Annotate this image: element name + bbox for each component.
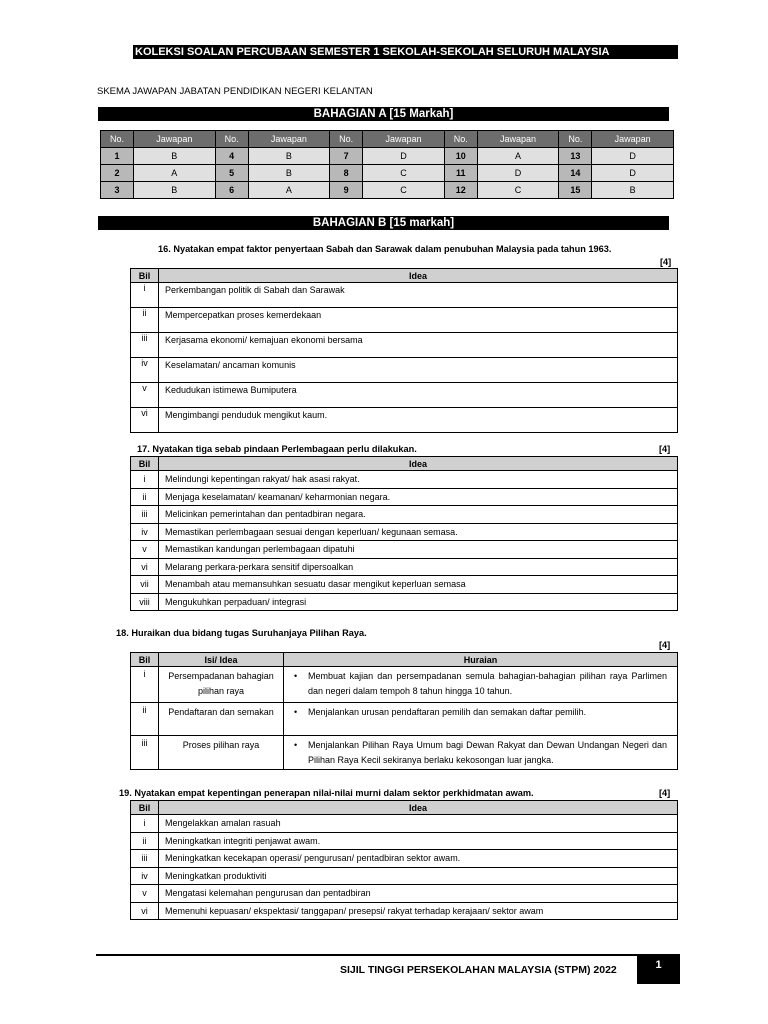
answer-letter: D bbox=[363, 148, 445, 165]
table-row bbox=[131, 358, 678, 383]
question-number: 3 bbox=[101, 182, 134, 199]
table-row bbox=[131, 667, 678, 703]
row-number: i bbox=[131, 283, 159, 308]
question-18-table bbox=[130, 652, 678, 770]
answer-row bbox=[101, 165, 674, 182]
question-number: 4 bbox=[215, 148, 248, 165]
bullet-item bbox=[294, 669, 667, 699]
footer-divider bbox=[96, 954, 638, 956]
bullet-item bbox=[294, 738, 667, 768]
row-idea: Kerjasama ekonomi/ kemajuan ekonomi bersama bbox=[159, 333, 678, 358]
table-row bbox=[131, 815, 678, 833]
question-number: 5 bbox=[215, 165, 248, 182]
row-idea: Mempercepatkan proses kemerdekaan bbox=[159, 308, 678, 333]
row-idea: Meningkatkan produktiviti bbox=[159, 867, 678, 885]
row-idea: Menambah atau memansuhkan sesuatu dasar mengikut keperluan semasa bbox=[159, 576, 678, 594]
col-no: No. bbox=[215, 131, 248, 148]
answer-letter: C bbox=[477, 182, 559, 199]
row-number: v bbox=[131, 383, 159, 408]
page-number: 1 bbox=[637, 954, 680, 984]
row-idea: Perkembangan politik di Sabah dan Sarawak bbox=[159, 283, 678, 308]
row-idea: Melarang perkara-perkara sensitif dipersoalkan bbox=[159, 558, 678, 576]
question-17-table bbox=[130, 456, 678, 611]
bullet-item bbox=[294, 705, 667, 720]
answer-letter: C bbox=[363, 165, 445, 182]
huraian-text: Menjalankan Pilihan Raya Umum bagi Dewan Rakyat dan Dewan Undangan Negeri dan Pilihan Raya Kecil sekiranya berlaku kekosongan luar jangka. bbox=[308, 740, 667, 765]
row-idea: Kedudukan istimewa Bumiputera bbox=[159, 383, 678, 408]
row-number: vi bbox=[131, 408, 159, 433]
col-bil: Bil bbox=[131, 801, 159, 815]
table-row bbox=[131, 576, 678, 594]
answer-letter: D bbox=[592, 165, 674, 182]
question-number: 2 bbox=[101, 165, 134, 182]
row-idea: Mengatasi kelemahan pengurusan dan pentadbiran bbox=[159, 885, 678, 903]
row-number: ii bbox=[131, 308, 159, 333]
answer-letter: D bbox=[592, 148, 674, 165]
huraian-text: Menjalankan urusan pendaftaran pemilih dan semakan daftar pemilih. bbox=[308, 707, 587, 717]
col-jawapan: Jawapan bbox=[248, 131, 330, 148]
row-number: i bbox=[131, 471, 159, 489]
table-row bbox=[131, 850, 678, 868]
col-isi-idea: Isi/ Idea bbox=[159, 653, 284, 667]
question-16-table bbox=[130, 268, 678, 433]
col-no: No. bbox=[444, 131, 477, 148]
answer-letter: B bbox=[134, 182, 216, 199]
question-16-mark: [4] bbox=[660, 257, 672, 267]
row-idea: Mengelakkan amalan rasuah bbox=[159, 815, 678, 833]
row-idea: Memastikan kandungan perlembagaan dipatuhi bbox=[159, 541, 678, 559]
row-number: iii bbox=[131, 850, 159, 868]
answer-letter: C bbox=[363, 182, 445, 199]
row-number: vi bbox=[131, 902, 159, 920]
answer-letter: B bbox=[248, 148, 330, 165]
table-row bbox=[131, 902, 678, 920]
question-17: 17. Nyatakan tiga sebab pindaan Perlembagaan perlu dilakukan. bbox=[137, 444, 417, 454]
row-number: vii bbox=[131, 576, 159, 594]
bullet-icon: • bbox=[294, 740, 298, 750]
table-row bbox=[131, 506, 678, 524]
question-number: 9 bbox=[330, 182, 363, 199]
col-bil: Bil bbox=[131, 269, 159, 283]
question-19: 19. Nyatakan empat kepentingan penerapan nilai-nilai murni dalam sektor perkhidmatan awam. bbox=[119, 788, 534, 798]
question-number: 11 bbox=[444, 165, 477, 182]
row-number: iv bbox=[131, 358, 159, 383]
row-idea: Melindungi kepentingan rakyat/ hak asasi rakyat. bbox=[159, 471, 678, 489]
row-isi-idea: Proses pilihan raya bbox=[159, 736, 284, 770]
row-number: i bbox=[131, 815, 159, 833]
question-number: 12 bbox=[444, 182, 477, 199]
col-no: No. bbox=[101, 131, 134, 148]
question-19-mark: [4] bbox=[659, 788, 671, 798]
table-row bbox=[131, 593, 678, 611]
row-isi-idea: Pendaftaran dan semakan bbox=[159, 703, 284, 736]
footer-text: SIJIL TINGGI PERSEKOLAHAN MALAYSIA (STPM) 2022 bbox=[340, 964, 617, 976]
row-idea: Memastikan perlembagaan sesuai dengan keperluan/ kegunaan semasa. bbox=[159, 523, 678, 541]
row-number: v bbox=[131, 885, 159, 903]
row-idea: Mengukuhkan perpaduan/ integrasi bbox=[159, 593, 678, 611]
section-a-title: BAHAGIAN A [15 Markah] bbox=[98, 107, 669, 121]
question-19-table bbox=[130, 800, 678, 920]
table-row bbox=[131, 383, 678, 408]
question-number: 14 bbox=[559, 165, 592, 182]
section-b-title: BAHAGIAN B [15 markah] bbox=[98, 216, 669, 230]
question-number: 1 bbox=[101, 148, 134, 165]
question-number: 7 bbox=[330, 148, 363, 165]
row-number: iii bbox=[131, 333, 159, 358]
answer-row bbox=[101, 182, 674, 199]
table-row bbox=[131, 333, 678, 358]
col-idea: Idea bbox=[159, 801, 678, 815]
table-row bbox=[131, 541, 678, 559]
row-number: iv bbox=[131, 867, 159, 885]
table-row bbox=[131, 703, 678, 736]
section-a-answer-table bbox=[100, 130, 674, 199]
document-title: KOLEKSI SOALAN PERCUBAAN SEMESTER 1 SEKOLAH-SEKOLAH SELURUH MALAYSIA bbox=[133, 45, 678, 59]
row-number: iii bbox=[131, 736, 159, 770]
question-18: 18. Huraikan dua bidang tugas Suruhanjaya Pilihan Raya. bbox=[116, 628, 367, 638]
col-idea: Idea bbox=[159, 269, 678, 283]
row-idea: Memenuhi kepuasan/ ekspektasi/ tanggapan/ presepsi/ rakyat terhadap kerajaan/ sektor awam bbox=[159, 902, 678, 920]
huraian-text: Membuat kajian dan persempadanan semula bahagian-bahagian pilihan raya Parlimen dan negeri dalam tempoh 8 tahun hingga 10 tahun. bbox=[308, 671, 667, 696]
row-huraian bbox=[284, 667, 678, 703]
row-isi-idea: Persempadanan bahagian pilihan raya bbox=[159, 667, 284, 703]
row-huraian bbox=[284, 736, 678, 770]
table-row bbox=[131, 832, 678, 850]
table-row bbox=[131, 308, 678, 333]
table-row bbox=[131, 867, 678, 885]
table-row bbox=[131, 488, 678, 506]
row-number: ii bbox=[131, 488, 159, 506]
row-number: iv bbox=[131, 523, 159, 541]
table-row bbox=[131, 408, 678, 433]
row-number: viii bbox=[131, 593, 159, 611]
col-no: No. bbox=[330, 131, 363, 148]
document-subtitle: SKEMA JAWAPAN JABATAN PENDIDIKAN NEGERI KELANTAN bbox=[97, 86, 373, 97]
answer-letter: A bbox=[477, 148, 559, 165]
col-no: No. bbox=[559, 131, 592, 148]
question-number: 6 bbox=[215, 182, 248, 199]
col-bil: Bil bbox=[131, 653, 159, 667]
col-bil: Bil bbox=[131, 457, 159, 471]
col-jawapan: Jawapan bbox=[363, 131, 445, 148]
col-jawapan: Jawapan bbox=[477, 131, 559, 148]
row-huraian bbox=[284, 703, 678, 736]
answer-letter: A bbox=[248, 182, 330, 199]
row-number: iii bbox=[131, 506, 159, 524]
question-16: 16. Nyatakan empat faktor penyertaan Sabah dan Sarawak dalam penubuhan Malaysia pada tahun 1963. bbox=[158, 244, 612, 254]
question-number: 10 bbox=[444, 148, 477, 165]
bullet-icon: • bbox=[294, 707, 298, 717]
row-number: vi bbox=[131, 558, 159, 576]
answer-letter: B bbox=[134, 148, 216, 165]
question-18-mark: [4] bbox=[659, 640, 671, 650]
question-number: 15 bbox=[559, 182, 592, 199]
question-17-mark: [4] bbox=[659, 444, 671, 454]
table-row bbox=[131, 885, 678, 903]
table-row bbox=[131, 283, 678, 308]
col-huraian: Huraian bbox=[284, 653, 678, 667]
row-idea: Meningkatkan kecekapan operasi/ pengurusan/ pentadbiran sektor awam. bbox=[159, 850, 678, 868]
col-idea: Idea bbox=[159, 457, 678, 471]
row-idea: Keselamatan/ ancaman komunis bbox=[159, 358, 678, 383]
row-idea: Meningkatkan integriti penjawat awam. bbox=[159, 832, 678, 850]
row-number: v bbox=[131, 541, 159, 559]
row-idea: Menjaga keselamatan/ keamanan/ keharmonian negara. bbox=[159, 488, 678, 506]
answer-row bbox=[101, 148, 674, 165]
row-number: i bbox=[131, 667, 159, 703]
answer-letter: B bbox=[592, 182, 674, 199]
answer-letter: B bbox=[248, 165, 330, 182]
table-row bbox=[131, 471, 678, 489]
row-idea: Mengimbangi penduduk mengikut kaum. bbox=[159, 408, 678, 433]
row-idea: Melicinkan pemerintahan dan pentadbiran negara. bbox=[159, 506, 678, 524]
question-number: 13 bbox=[559, 148, 592, 165]
bullet-icon: • bbox=[294, 671, 298, 681]
answer-letter: A bbox=[134, 165, 216, 182]
row-number: ii bbox=[131, 703, 159, 736]
row-number: ii bbox=[131, 832, 159, 850]
col-jawapan: Jawapan bbox=[134, 131, 216, 148]
col-jawapan: Jawapan bbox=[592, 131, 674, 148]
question-number: 8 bbox=[330, 165, 363, 182]
answer-letter: D bbox=[477, 165, 559, 182]
table-row bbox=[131, 736, 678, 770]
table-row bbox=[131, 558, 678, 576]
table-row bbox=[131, 523, 678, 541]
